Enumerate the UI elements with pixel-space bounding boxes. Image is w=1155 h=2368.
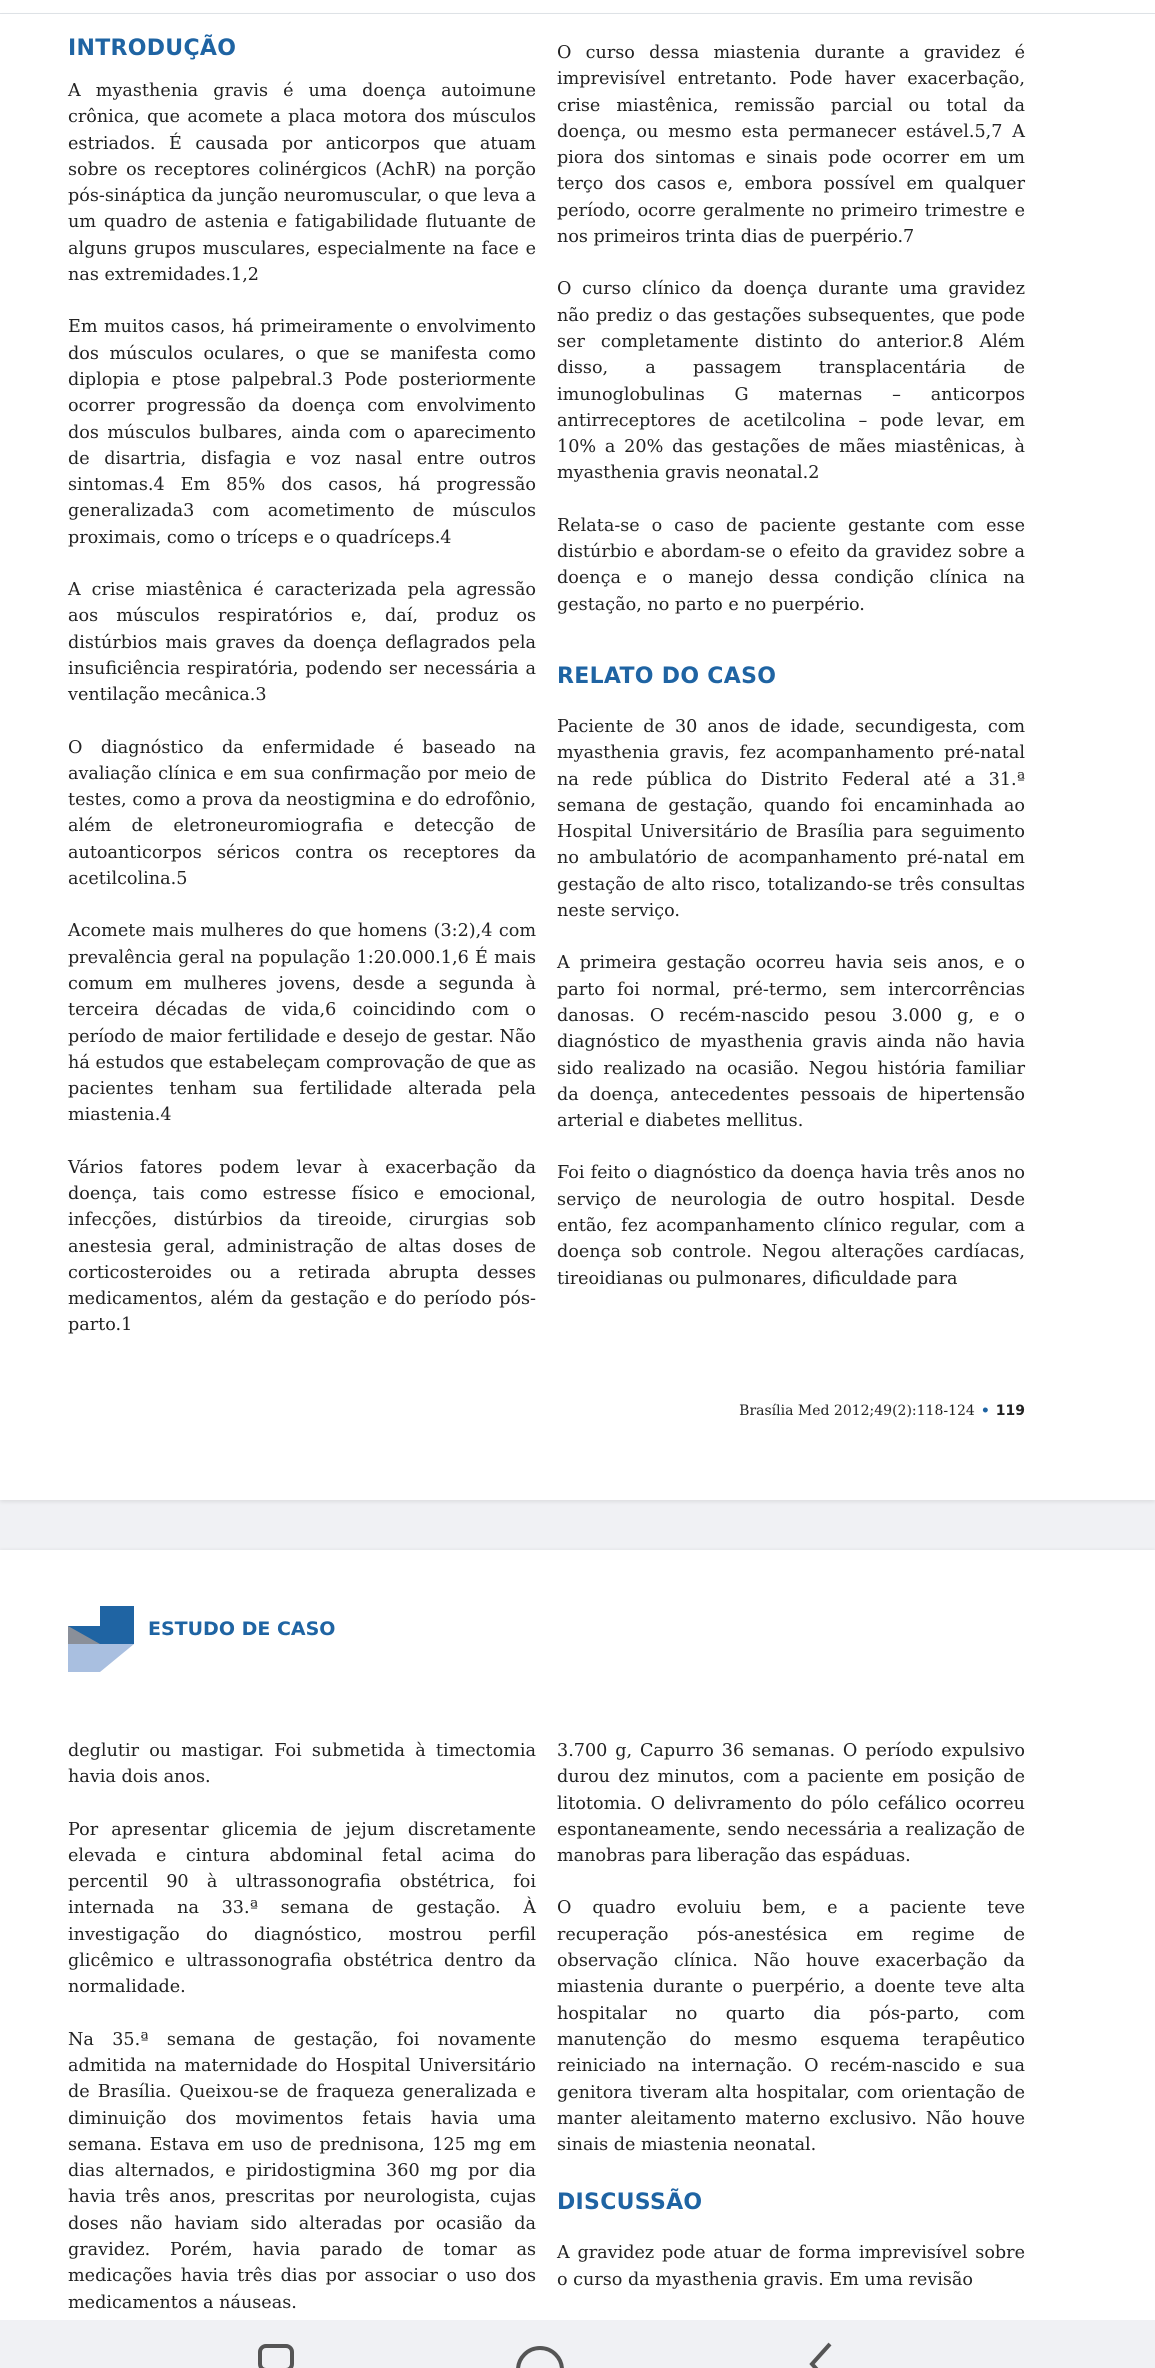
document-page-next	[0, 1550, 1155, 2320]
heading-relato-do-caso: RELATO DO CASO	[557, 663, 777, 689]
paragraph: Foi feito o diagnóstico da doença havia três anos no serviço de neurologia de outro hospital. Desde então, fez acompanhamento clínico regular, com a doença sob controle. Negou alterações cardíacas, tireoidianas ou pulmonares, dificuldade para	[557, 1163, 1025, 1289]
paragraph: A crise miastênica é caracterizada pela agressão aos músculos respiratórios e, daí, produz os distúrbios mais graves da doença deflagrados pela insuficiência respiratória, podendo ser necessária a ventilação mecânica.3	[68, 580, 536, 706]
paragraph: A myasthenia gravis é uma doença autoimune crônica, que acomete a placa motora dos músculos estriados. É causada por anticorpos que atuam sobre os receptores colinérgicos (AchR) na porção pós-sináptica da junção neuromuscular, o que leva a um quadro de astenia e fatigabilidade flutuante de alguns grupos musculares, especialmente na face e nas extremidades.1,2	[68, 81, 536, 286]
page-number: 119	[995, 1403, 1025, 1419]
paragraph: O quadro evoluiu bem, e a paciente teve recuperação pós-anestésica em regime de observação clínica. Não houve exacerbação da miastenia durante o puerpério, a doente teve alta hospitalar no quarto dia pós-parto, com manutenção do mesmo esquema terapêutico reiniciado na internação. O recém-nascido e sua genitora tiveram alta hospitalar, com orientação de manter aleitamento materno exclusivo. Não houve sinais de miastenia neonatal.	[557, 1898, 1025, 2156]
paragraph: 3.700 g, Capurro 36 semanas. O período expulsivo durou dez minutos, com a paciente em posição de litotomia. O delivramento do pólo cefálico ocorreu espontaneamente, sendo necessária a realização de manobras para liberação das espáduas.	[557, 1741, 1025, 1867]
back-icon[interactable]	[800, 2340, 840, 2368]
paragraph: Paciente de 30 anos de idade, secundigesta, com myasthenia gravis, fez acompanhamento pré-natal na rede pública do Distrito Federal até a 31.ª semana de gestação, quando foi encaminhada ao Hospital Universitário de Brasília para seguimento no ambulatório de acompanhamento pré-natal em gestação de alto risco, totalizando-se três consultas neste serviço.	[557, 716, 1025, 922]
heading-discussao: DISCUSSÃO	[557, 2190, 703, 2216]
section-label-estudo-de-caso: ESTUDO DE CASO	[148, 1618, 336, 1640]
left-column	[68, 34, 536, 1365]
paragraph: O curso clínico da doença durante uma gravidez não prediz o das gestações subsequentes, que pode ser completamente distinto do anterior.8 Além disso, a passagem transplacentária de imunoglobulinas G maternas – anticorpos antirreceptores de acetilcolina – pode levar, em 10% a 20% das gestações de mães miastênicas, à myasthenia gravis neonatal.2	[557, 279, 1025, 484]
paragraph: O diagnóstico da enfermidade é baseado na avaliação clínica e em sua confirmação por meio de testes, como a prova da neostigmina e do edrofônio, além de eletroneuromiografia e detecção de autoanticorpos séricos contra os receptores da acetilcolina.5	[68, 737, 536, 890]
paragraph: A gravidez pode atuar de forma imprevisível sobre o curso da myasthenia gravis. Em uma revisão	[557, 2243, 1025, 2290]
recent-apps-icon[interactable]	[256, 2340, 296, 2368]
paragraph: Vários fatores podem levar à exacerbação da doença, tais como estresse físico e emocional, infecções, distúrbios da tireoide, cirurgias sob anestesia geral, administração de altas doses de corticosteroides ou a retirada abrupta desses medicamentos, além da gestação e do período pós-parto.1	[68, 1157, 536, 1336]
heading-introducao: INTRODUÇÃO	[68, 36, 237, 61]
document-page-119	[0, 14, 1155, 1500]
paragraph: deglutir ou mastigar. Foi submetida à timectomia havia dois anos.	[68, 1741, 536, 1788]
left-column	[68, 1738, 536, 2342]
right-column	[557, 1738, 1025, 2319]
paragraph: Acomete mais mulheres do que homens (3:2),4 com prevalência geral na população 1:20.000.1,6 É mais comum em mulheres jovens, desde a segunda à terceira décadas de vida,6 coincidindo com o período de maior fertilidade e desejo de gestar. Não há estudos que estabeleçam comprovação de que as pacientes tenham sua fertilidade alterada pela miastenia.4	[68, 921, 536, 1126]
paragraph: Na 35.ª semana de gestação, foi novamente admitida na maternidade do Hospital Universitário de Brasília. Queixou-se de fraqueza generalizada e diminuição dos movimentos fetais havia uma semana. Estava em uso de prednisona, 125 mg em dias alternados, e piridostigmina 360 mg por dia havia três anos, prescritas por neurologista, cujas doses não haviam sido alteradas por ocasião da gravidez. Porém, havia parado de tomar as medicações havia três dias por associar o uso dos medicamentos a náuseas.	[68, 2029, 536, 2313]
right-column	[557, 40, 1025, 1318]
paragraph: Em muitos casos, há primeiramente o envolvimento dos músculos oculares, o que se manifesta como diplopia e ptose palpebral.3 Pode posteriormente ocorrer progressão da doença com envolvimento dos músculos bulbares, ainda com o aparecimento de disartria, disfagia e voz nasal entre outros sintomas.4 Em 85% dos casos, há progressão generalizada3 com acometimento de músculos proximais, como o tríceps e o quadríceps.4	[68, 317, 536, 548]
paragraph: Relata-se o caso de paciente gestante com esse distúrbio e abordam-se o efeito da gravidez sobre a doença e o manejo dessa condição clínica na gestação, no parto e no puerpério.	[557, 515, 1025, 615]
system-navigation-bar	[0, 2320, 1155, 2368]
viewer-top-bar	[0, 0, 1155, 14]
journal-citation: Brasília Med 2012;49(2):118-124	[739, 1403, 975, 1419]
page-footer	[739, 1403, 1025, 1419]
home-icon[interactable]	[512, 2340, 568, 2368]
bullet-separator: •	[980, 1403, 990, 1419]
paragraph: A primeira gestação ocorreu havia seis anos, e o parto foi normal, pré-termo, sem intercorrências danosas. O recém-nascido pesou 3.000 g, e o diagnóstico de myasthenia gravis ainda não havia sido realizado na ocasião. Negou história familiar da doença, antecedentes pessoais de hipertensão arterial e diabetes mellitus.	[557, 953, 1025, 1132]
paragraph: O curso dessa miastenia durante a gravidez é imprevisível entretanto. Pode haver exacerbação, crise miastênica, remissão parcial ou total da doença, ou mesmo esta permanecer estável.5,7 A piora dos sintomas e sinais pode ocorrer em um terço dos casos e, embora possível em qualquer período, ocorre geralmente no primeiro trimestre e nos primeiros trinta dias de puerpério.7	[557, 43, 1025, 248]
journal-logo-icon	[68, 1606, 134, 1672]
paragraph: Por apresentar glicemia de jejum discretamente elevada e cintura abdominal fetal acima do percentil 90 à ultrassonografia obstétrica, foi internada na 33.ª semana de gestação. À investigação do diagnóstico, mostrou perfil glicêmico e ultrassonografia obstétrica dentro da normalidade.	[68, 1819, 536, 1998]
